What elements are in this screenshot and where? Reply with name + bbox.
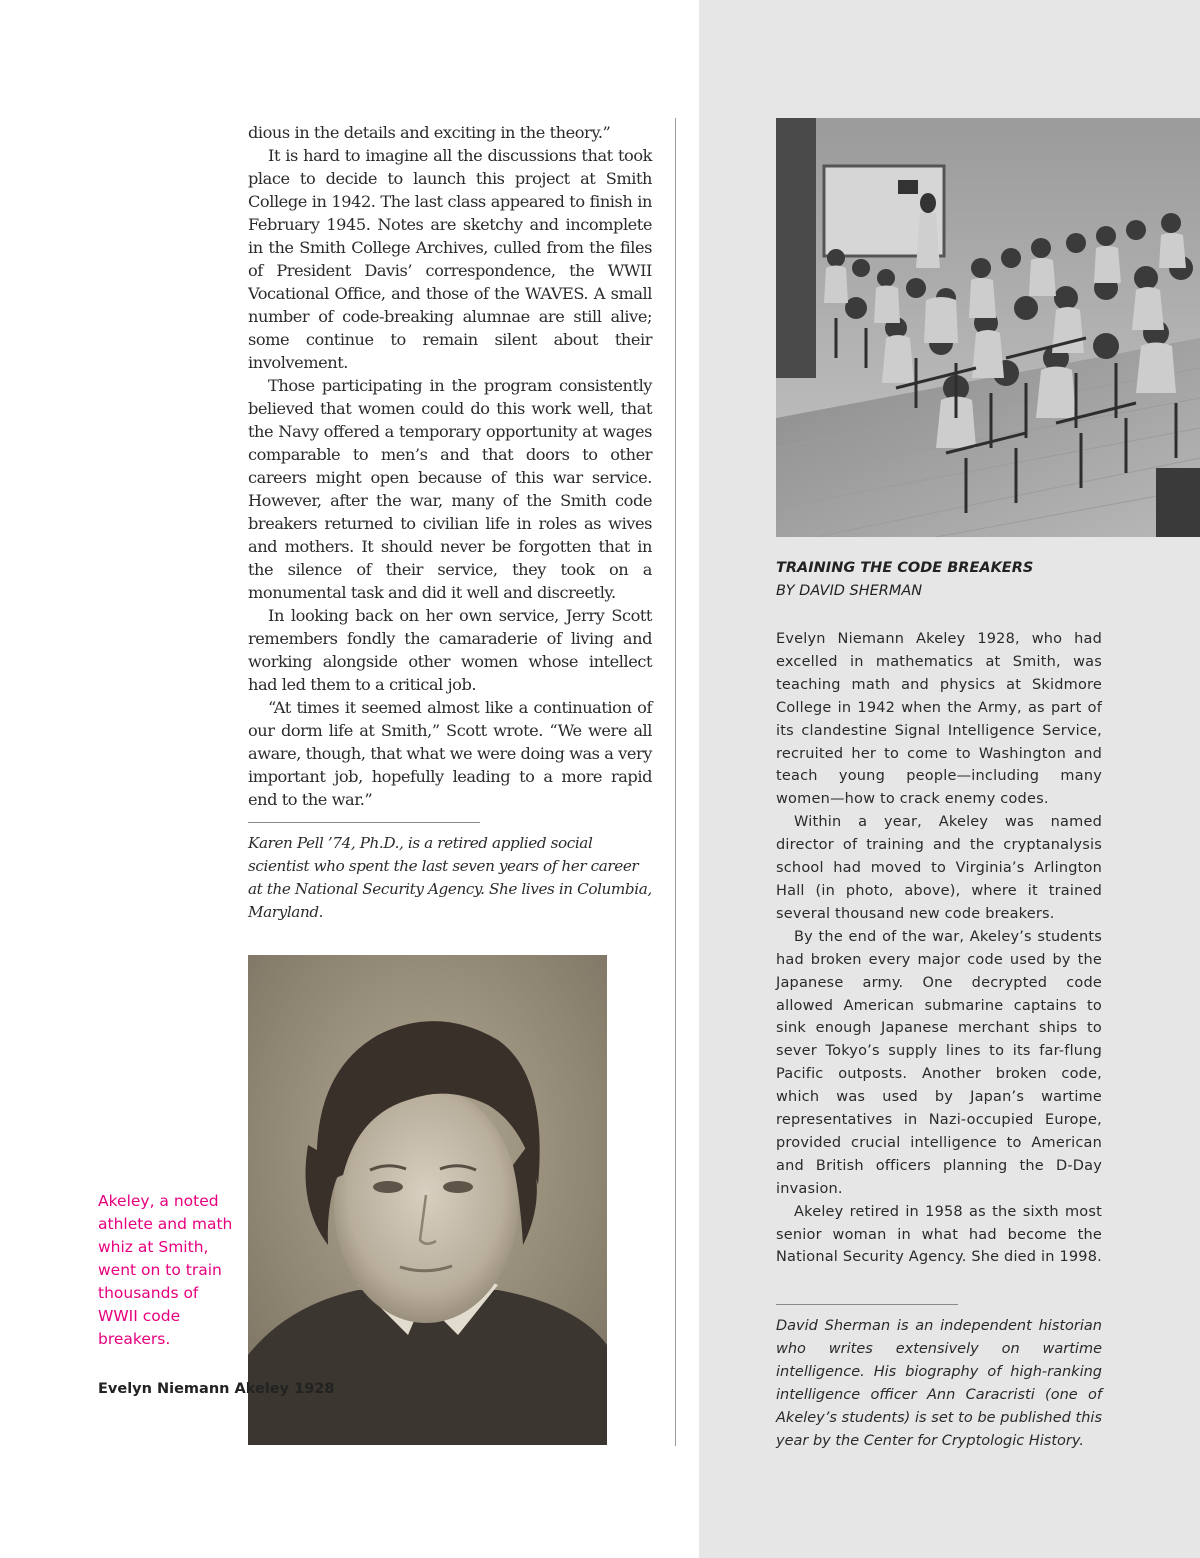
sidebar-paragraph: Akeley retired in 1958 as the sixth most senior woman in what had become the National Security Agency. She died in 1998.: [776, 1203, 1102, 1266]
sidebar-title: TRAINING THE CODE BREAKERS: [776, 560, 1034, 576]
sidebar-paragraph: Evelyn Niemann Akeley 1928, who had excelled in mathematics at Smith, was teaching math and physics at Skidmore College in 1942 when the Army, as part of its clandestine Signal Intelligence Service, recruited her to come to Washington and teach young people—including many women—how to crack enemy codes.: [776, 631, 1102, 808]
portrait-name-label: Evelyn Niemann Akeley 1928: [98, 1381, 335, 1397]
classroom-photo: [776, 118, 1200, 537]
sidebar-paragraph: Within a year, Akeley was named director of training and the cryptanalysis school had moved to Virginia’s Arlington Hall (in photo, above), where it trained several thousand new code breakers.: [776, 814, 1102, 922]
sidebar-body: [776, 628, 1102, 1269]
article-paragraph: dious in the details and exciting in the theory.”: [248, 123, 611, 142]
portrait-caption: Akeley, a noted athlete and math whiz at Smith, went on to train thousands of WWII code breakers.: [98, 1192, 233, 1348]
main-article-body: [248, 121, 652, 811]
article-paragraph: It is hard to imagine all the discussions that took place to decide to launch this project at Smith College in 1942. The last class appeared to finish in February 1945. Notes are sketchy and incomplete in the Smith College Archives, culled from the files of President Davis’ correspondence, the WWII Vocational Office, and those of the WAVES. A small number of code-breaking alumnae are still alive; some continue to remain silent about their involvement.: [248, 146, 652, 372]
author-bio-divider: [248, 822, 480, 823]
article-paragraph: “At times it seemed almost like a continuation of our dorm life at Smith,” Scott wrote. “We were all aware, though, that what we were doing was a very important job, hopefully leading to a more rapid end to the war.”: [248, 698, 652, 809]
sidebar-byline: BY DAVID SHERMAN: [776, 583, 923, 599]
sidebar-paragraph: By the end of the war, Akeley’s students had broken every major code used by the Japanese army. One decrypted code allowed American submarine captains to sink enough Japanese merchant ships to sever Tokyo’s supply lines to its far-flung Pacific outposts. Another broken code, which was used by Japan’s wartime representatives in Nazi-occupied Europe, provided crucial intelligence to American and British officers planning the D-Day invasion.: [776, 928, 1102, 1197]
author-bio: Karen Pell ’74, Ph.D., is a retired applied social scientist who spent the last seven years of her career at the National Security Agency. She lives in Columbia, Maryland.: [248, 834, 652, 921]
article-paragraph: In looking back on her own service, Jerry Scott remembers fondly the camaraderie of living and working alongside other women whose intellect had led them to a critical job.: [248, 606, 652, 694]
sidebar-bio-divider: [776, 1304, 958, 1305]
sidebar-author-bio: David Sherman is an independent historian who writes extensively on wartime intelligence. His biography of high-ranking intelligence officer Ann Caracristi (one of Akeley’s students) is set to be published this year by the Center for Cryptologic History.: [776, 1318, 1102, 1449]
akeley-portrait-photo: [248, 955, 607, 1445]
article-paragraph: Those participating in the program consistently believed that women could do this work well, that the Navy offered a temporary opportunity at wages comparable to men’s and that doors to other careers might open because of this war service. However, after the war, many of the Smith code breakers returned to civilian life in roles as wives and mothers. It should never be forgotten that in the silence of their service, they took on a monumental task and did it well and discreetly.: [248, 376, 652, 602]
column-divider: [675, 118, 676, 1446]
